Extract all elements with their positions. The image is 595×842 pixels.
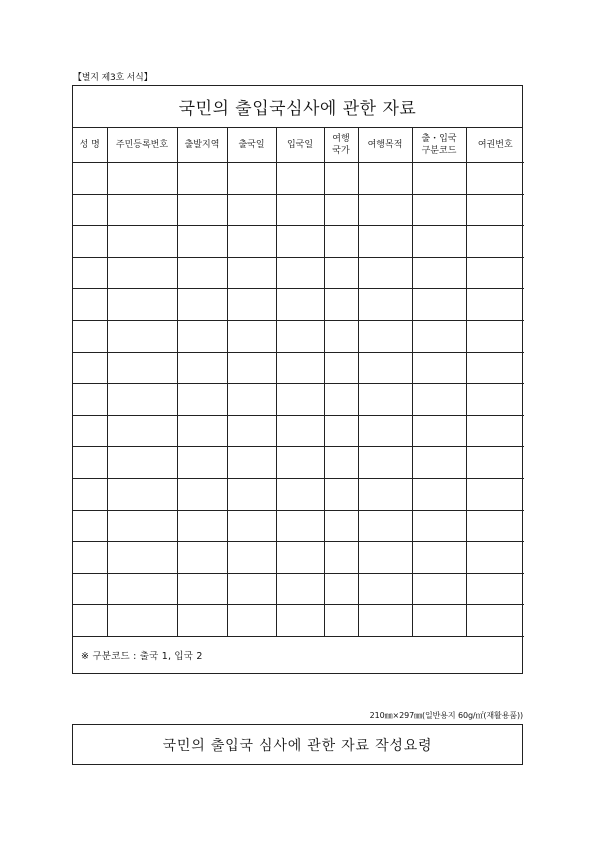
col-travel-country-cell[interactable]	[324, 320, 358, 352]
col-resident-number-cell[interactable]	[107, 352, 177, 384]
col-classification-code-cell[interactable]	[412, 289, 466, 321]
col-travel-country-cell[interactable]	[324, 542, 358, 574]
col-departure-date-cell[interactable]	[227, 194, 276, 226]
table-row	[73, 352, 524, 384]
col-departure-date-cell[interactable]	[227, 510, 276, 542]
col-resident-number-cell[interactable]	[107, 542, 177, 574]
table-row	[73, 573, 524, 605]
form-title: 국민의 출입국심사에 관한 자료	[73, 86, 522, 128]
col-entry-date-cell[interactable]	[276, 542, 324, 574]
col-classification-code-cell[interactable]	[412, 194, 466, 226]
col-departure-area-cell[interactable]	[177, 542, 227, 574]
col-resident-number-cell[interactable]	[107, 478, 177, 510]
table-row	[73, 447, 524, 479]
col-classification-code-cell[interactable]	[412, 257, 466, 289]
col-travel-purpose-cell[interactable]	[358, 447, 412, 479]
col-resident-number-cell[interactable]	[107, 573, 177, 605]
col-name-cell[interactable]	[73, 510, 107, 542]
table-body	[73, 163, 524, 637]
col-passport-number-cell[interactable]	[466, 415, 524, 447]
col-entry-date-cell[interactable]	[276, 605, 324, 637]
col-departure-date-cell[interactable]	[227, 447, 276, 479]
col-classification-code-cell[interactable]	[412, 542, 466, 574]
col-passport-number-cell[interactable]	[466, 163, 524, 195]
col-entry-date-cell[interactable]	[276, 289, 324, 321]
col-departure-area-cell[interactable]	[177, 226, 227, 258]
col-travel-purpose-cell[interactable]	[358, 320, 412, 352]
guide-title: 국민의 출입국 심사에 관한 자료 작성요령	[162, 737, 433, 754]
col-resident-number-cell[interactable]	[107, 320, 177, 352]
table-row	[73, 605, 524, 637]
col-travel-purpose-cell[interactable]	[358, 163, 412, 195]
col-name-cell[interactable]	[73, 384, 107, 416]
col-passport-number-cell[interactable]	[466, 320, 524, 352]
col-departure-area-cell[interactable]	[177, 289, 227, 321]
classification-code-note: ※ 구분코드 : 출국 1, 입국 2	[81, 651, 203, 663]
col-departure-date-header: 출국일	[227, 128, 276, 163]
col-travel-country-cell[interactable]	[324, 226, 358, 258]
col-name-cell[interactable]	[73, 320, 107, 352]
form-number-label: 【별지 제3호 서식】	[73, 73, 153, 83]
col-departure-area-cell[interactable]	[177, 384, 227, 416]
col-travel-country-header: 여행 국가	[324, 128, 358, 163]
col-resident-number-cell[interactable]	[107, 226, 177, 258]
table-row	[73, 226, 524, 258]
col-departure-area-cell[interactable]	[177, 257, 227, 289]
table-row	[73, 542, 524, 574]
col-passport-number-cell[interactable]	[466, 384, 524, 416]
col-passport-number-cell[interactable]	[466, 573, 524, 605]
col-classification-code-cell[interactable]	[412, 415, 466, 447]
col-departure-area-cell[interactable]	[177, 447, 227, 479]
col-name-cell[interactable]	[73, 478, 107, 510]
col-departure-date-cell[interactable]	[227, 573, 276, 605]
col-travel-purpose-cell[interactable]	[358, 573, 412, 605]
col-travel-country-cell[interactable]	[324, 415, 358, 447]
col-name-cell[interactable]	[73, 289, 107, 321]
col-name-header: 성 명	[73, 128, 107, 163]
table-row	[73, 257, 524, 289]
col-entry-date-cell[interactable]	[276, 257, 324, 289]
col-travel-purpose-cell[interactable]	[358, 352, 412, 384]
guide-title-box	[72, 724, 523, 765]
col-passport-number-cell[interactable]	[466, 257, 524, 289]
col-departure-area-cell[interactable]	[177, 573, 227, 605]
table-row	[73, 415, 524, 447]
col-entry-date-cell[interactable]	[276, 478, 324, 510]
col-travel-country-cell[interactable]	[324, 605, 358, 637]
col-travel-country-cell[interactable]	[324, 163, 358, 195]
col-name-cell[interactable]	[73, 542, 107, 574]
col-resident-number-cell[interactable]	[107, 605, 177, 637]
col-name-cell[interactable]	[73, 257, 107, 289]
col-classification-code-cell[interactable]	[412, 320, 466, 352]
col-travel-purpose-cell[interactable]	[358, 478, 412, 510]
table-row	[73, 384, 524, 416]
col-departure-date-cell[interactable]	[227, 542, 276, 574]
col-classification-code-cell[interactable]	[412, 510, 466, 542]
col-entry-date-cell[interactable]	[276, 415, 324, 447]
col-travel-country-cell[interactable]	[324, 478, 358, 510]
col-travel-purpose-cell[interactable]	[358, 384, 412, 416]
col-entry-date-cell[interactable]	[276, 320, 324, 352]
col-travel-purpose-cell[interactable]	[358, 415, 412, 447]
col-entry-date-cell[interactable]	[276, 352, 324, 384]
table-row	[73, 194, 524, 226]
col-departure-date-cell[interactable]	[227, 289, 276, 321]
col-departure-date-cell[interactable]	[227, 163, 276, 195]
col-departure-area-cell[interactable]	[177, 352, 227, 384]
col-departure-date-cell[interactable]	[227, 320, 276, 352]
col-entry-date-header: 입국일	[276, 128, 324, 163]
col-name-cell[interactable]	[73, 226, 107, 258]
col-name-cell[interactable]	[73, 415, 107, 447]
col-resident-number-cell[interactable]	[107, 447, 177, 479]
paper-spec: 210㎜×297㎜(일반용지 60g/㎡(재활용품))	[369, 711, 523, 720]
col-passport-number-cell[interactable]	[466, 447, 524, 479]
col-entry-date-cell[interactable]	[276, 194, 324, 226]
col-travel-purpose-cell[interactable]	[358, 194, 412, 226]
col-departure-date-cell[interactable]	[227, 415, 276, 447]
col-travel-country-cell[interactable]	[324, 573, 358, 605]
col-name-cell[interactable]	[73, 352, 107, 384]
col-travel-purpose-header: 여행목적	[358, 128, 412, 163]
col-departure-date-cell[interactable]	[227, 226, 276, 258]
col-resident-number-cell[interactable]	[107, 194, 177, 226]
col-departure-date-cell[interactable]	[227, 257, 276, 289]
col-classification-code-cell[interactable]	[412, 478, 466, 510]
immigration-record-form	[72, 85, 523, 674]
col-departure-date-cell[interactable]	[227, 384, 276, 416]
col-entry-date-cell[interactable]	[276, 510, 324, 542]
table-row	[73, 478, 524, 510]
col-passport-number-cell[interactable]	[466, 510, 524, 542]
col-classification-code-cell[interactable]	[412, 352, 466, 384]
col-name-cell[interactable]	[73, 573, 107, 605]
col-departure-area-cell[interactable]	[177, 194, 227, 226]
col-travel-purpose-cell[interactable]	[358, 542, 412, 574]
col-classification-code-cell[interactable]	[412, 226, 466, 258]
col-name-cell[interactable]	[73, 163, 107, 195]
col-entry-date-cell[interactable]	[276, 384, 324, 416]
record-table	[73, 128, 524, 637]
col-travel-country-cell[interactable]	[324, 384, 358, 416]
col-travel-purpose-cell[interactable]	[358, 226, 412, 258]
col-passport-number-cell[interactable]	[466, 542, 524, 574]
col-travel-country-cell[interactable]	[324, 289, 358, 321]
col-travel-purpose-cell[interactable]	[358, 605, 412, 637]
col-departure-date-cell[interactable]	[227, 605, 276, 637]
col-travel-purpose-cell[interactable]	[358, 257, 412, 289]
table-row	[73, 163, 524, 195]
col-departure-area-cell[interactable]	[177, 478, 227, 510]
col-travel-country-cell[interactable]	[324, 194, 358, 226]
col-departure-area-cell[interactable]	[177, 163, 227, 195]
table-row	[73, 289, 524, 321]
col-resident-number-cell[interactable]	[107, 163, 177, 195]
col-resident-number-header: 주민등록번호	[107, 128, 177, 163]
col-passport-number-cell[interactable]	[466, 194, 524, 226]
col-departure-area-cell[interactable]	[177, 320, 227, 352]
col-entry-date-cell[interactable]	[276, 163, 324, 195]
col-departure-area-cell[interactable]	[177, 605, 227, 637]
col-travel-country-cell[interactable]	[324, 352, 358, 384]
col-entry-date-cell[interactable]	[276, 226, 324, 258]
col-resident-number-cell[interactable]	[107, 257, 177, 289]
col-classification-code-cell[interactable]	[412, 384, 466, 416]
col-name-cell[interactable]	[73, 447, 107, 479]
col-travel-purpose-cell[interactable]	[358, 510, 412, 542]
col-passport-number-cell[interactable]	[466, 478, 524, 510]
col-name-cell[interactable]	[73, 605, 107, 637]
col-departure-area-header: 출발지역	[177, 128, 227, 163]
col-passport-number-cell[interactable]	[466, 289, 524, 321]
col-departure-date-cell[interactable]	[227, 478, 276, 510]
col-resident-number-cell[interactable]	[107, 415, 177, 447]
col-classification-code-cell[interactable]	[412, 573, 466, 605]
col-departure-area-cell[interactable]	[177, 510, 227, 542]
table-row	[73, 320, 524, 352]
col-departure-area-cell[interactable]	[177, 415, 227, 447]
col-classification-code-cell[interactable]	[412, 163, 466, 195]
col-travel-country-cell[interactable]	[324, 447, 358, 479]
col-passport-number-cell[interactable]	[466, 605, 524, 637]
col-classification-code-cell[interactable]	[412, 447, 466, 479]
col-name-cell[interactable]	[73, 194, 107, 226]
col-travel-purpose-cell[interactable]	[358, 289, 412, 321]
col-travel-country-cell[interactable]	[324, 510, 358, 542]
table-row	[73, 510, 524, 542]
col-resident-number-cell[interactable]	[107, 510, 177, 542]
col-entry-date-cell[interactable]	[276, 447, 324, 479]
col-passport-number-header: 여권번호	[466, 128, 524, 163]
table-header-row	[73, 128, 524, 163]
col-entry-date-cell[interactable]	[276, 573, 324, 605]
col-resident-number-cell[interactable]	[107, 384, 177, 416]
col-classification-code-header: 출・입국 구분코드	[412, 128, 466, 163]
col-classification-code-cell[interactable]	[412, 605, 466, 637]
col-passport-number-cell[interactable]	[466, 226, 524, 258]
col-departure-date-cell[interactable]	[227, 352, 276, 384]
col-travel-country-cell[interactable]	[324, 257, 358, 289]
col-passport-number-cell[interactable]	[466, 352, 524, 384]
col-resident-number-cell[interactable]	[107, 289, 177, 321]
